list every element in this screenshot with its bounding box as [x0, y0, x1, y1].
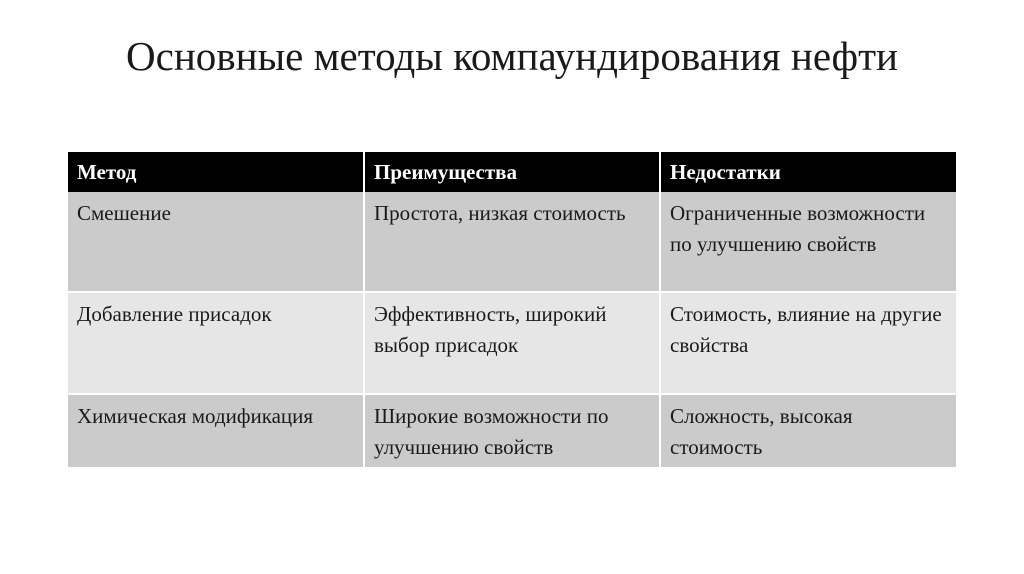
- header-disadvantages: Недостатки: [660, 152, 956, 192]
- header-advantages: Преимущества: [364, 152, 660, 192]
- methods-table: [68, 152, 956, 467]
- cell-advantages: Эффективность, широкий выбор присадок: [364, 292, 660, 394]
- cell-method: Добавление присадок: [68, 292, 364, 394]
- cell-advantages: Простота, низкая стоимость: [364, 192, 660, 292]
- header-method: Метод: [68, 152, 364, 192]
- cell-method: Смешение: [68, 192, 364, 292]
- table-header-row: [68, 152, 956, 192]
- cell-disadvantages: Стоимость, влияние на другие свойства: [660, 292, 956, 394]
- cell-disadvantages: Сложность, высокая стоимость: [660, 394, 956, 467]
- cell-method: Химическая модификация: [68, 394, 364, 467]
- table-row: [68, 394, 956, 467]
- slide-title: Основные методы компаундирования нефти: [126, 33, 898, 79]
- cell-disadvantages: Ограниченные возможности по улучшению свойств: [660, 192, 956, 292]
- table-row: [68, 192, 956, 292]
- cell-advantages: Широкие возможности по улучшению свойств: [364, 394, 660, 467]
- table-row: [68, 292, 956, 394]
